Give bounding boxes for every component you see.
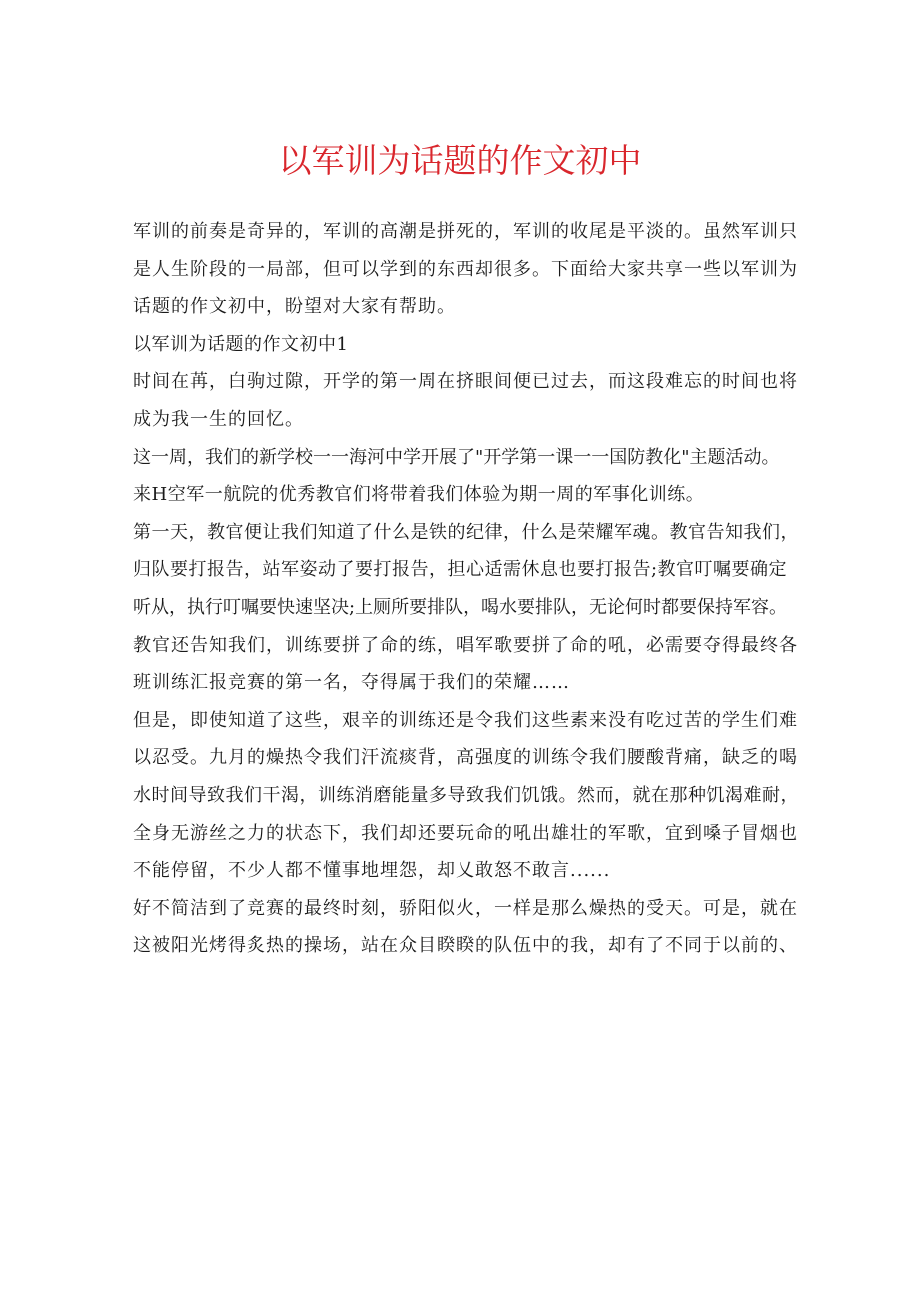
paragraph-line: 教官还告知我们，训练要拼了命的练，唱军歌要拼了命的吼，必需要夺得最终各 bbox=[133, 634, 798, 656]
paragraph-line: 班训练汇报竞赛的第一名，夺得属于我们的荣耀…… bbox=[133, 672, 570, 694]
paragraph-line: 话题的作文初中，盼望对大家有帮助。 bbox=[133, 296, 456, 318]
paragraph-line: 成为我一生的回忆。 bbox=[133, 408, 304, 430]
paragraph-line: 好不简洁到了竞赛的最终时刻，骄阳似火，一样是那么燥热的受天。可是，就在 bbox=[133, 897, 798, 919]
paragraph-line: 这一周，我们的新学校一一海河中学开展了"开学第一课一一国防教化"主题活动。 bbox=[133, 446, 780, 468]
paragraph-line: 来H空军一航院的优秀教官们将带着我们体验为期一周的军事化训练。 bbox=[133, 484, 705, 506]
paragraph-line: 水时间导致我们干渴，训练消磨能量多导致我们饥饿。然而，就在那种饥渴难耐， bbox=[133, 784, 799, 806]
paragraph-line: 归队要打报告，站军姿动了要打报告，担心适需休息也要打报告;教官叮嘱要确定 bbox=[133, 559, 788, 581]
paragraph-line: 听从，执行叮嘱要快速坚决;上厕所要排队，喝水要排队，无论何时都要保持军容。 bbox=[133, 596, 788, 618]
paragraph-line: 是人生阶段的一局部，但可以学到的东西却很多。下面给大家共享一些以军训为 bbox=[133, 258, 798, 280]
paragraph-line: 以忍受。九月的燥热令我们汗流痰背，高强度的训练令我们腰酸背痛，缺乏的喝 bbox=[133, 747, 798, 769]
paragraph-line: 全身无游丝之力的状态下，我们却还要玩命的吼出雄壮的军歌，宜到嗓子冒烟也 bbox=[133, 822, 798, 844]
section-heading: 以军训为话题的作文初中1 bbox=[133, 333, 349, 355]
paragraph-line: 不能停留，不少人都不懂事地埋怨，却乂敢怒不敢言...... bbox=[133, 860, 611, 882]
paragraph-line: 但是，即使知道了这些，艰辛的训练还是令我们这些素来没有吃过苦的学生们难 bbox=[133, 709, 798, 731]
paragraph-line: 军训的前奏是奇异的，军训的高潮是拼死的，军训的收尾是平淡的。虽然军训只 bbox=[133, 221, 798, 242]
paragraph-line: 第一天，教官便让我们知道了什么是铁的纪律，什么是荣耀军魂。教官告知我们， bbox=[133, 521, 799, 543]
document-body bbox=[133, 213, 799, 965]
paragraph-line: 这被阳光烤得炙热的操场，站在众目睽睽的队伍中的我，却有了不同于以前的、 bbox=[133, 935, 798, 957]
document-title: 以军训为话题的作文初中 bbox=[278, 141, 642, 180]
paragraph-line: 时间在苒，白驹过隙，开学的第一周在挤眼间便已过去，而这段难忘的时间也将 bbox=[133, 371, 798, 393]
